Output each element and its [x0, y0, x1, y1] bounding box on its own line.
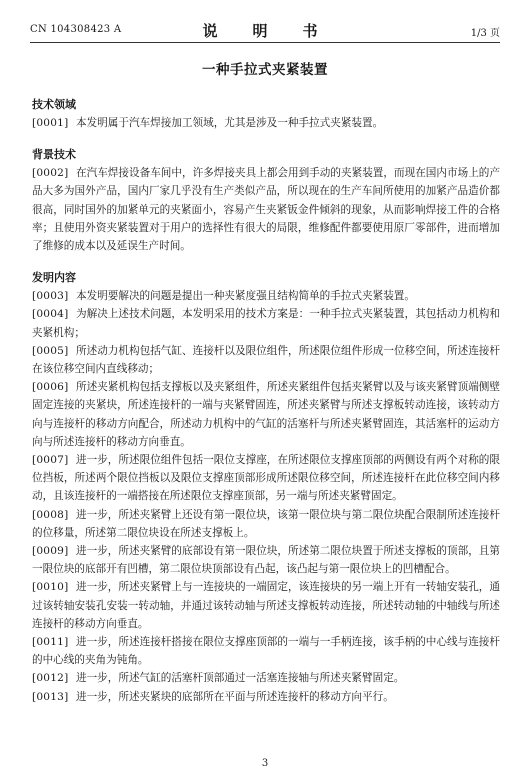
- paragraph-number: [0002]: [32, 167, 69, 180]
- paragraph-number: [0010]: [32, 581, 69, 594]
- paragraph: [32, 305, 500, 341]
- paragraph: [32, 451, 500, 506]
- paragraph: [32, 114, 500, 132]
- paragraph-text: 进一步，所述夹紧块的底部所在平面与所述连接杆的移动方向平行。: [76, 690, 394, 703]
- paragraph-text: 本发明要解决的问题是提出一种夹紧度强且结构简单的手拉式夹紧装置。: [76, 290, 415, 303]
- paragraph-text: 在汽车焊接设备车间中，许多焊接夹具上都会用到手动的夹紧装置，而现在国内市场上的产品大多为国外产品，国内厂家几乎没有生产类似产品，所以现在的生产车间所使用的加紧产品造价都很高，同时国外的加紧单元的夹紧面小，容易产生夹紧钣金件倾斜的现象，从而影响焊接工件的合格率；且使用外资夹紧装置对于用户的选择性有很大的局限，维修配件都要使用原厂零部件，进而增加了维修的成本以及延误生产时间。: [32, 167, 500, 253]
- section-heading: 背景技术: [32, 148, 76, 162]
- paragraph: [32, 669, 500, 687]
- paragraph-text: 所述动力机构包括气缸、连接杆以及限位组件，所述限位组件形成一位移空间，所述连接杆在该位移空间内直线移动；: [32, 344, 500, 376]
- page-header: [30, 20, 500, 40]
- paragraph-number: [0006]: [32, 381, 69, 394]
- paragraph-text: 进一步，所述限位组件包括一限位支撑座，在所述限位支撑座顶部的两侧设有两个对称的限位挡板，所述两个限位挡板以及限位支撑座顶部形成所述限位移空间，所述连接杆在此位移空间内移动，且该连接杆的一端搭接在所述限位支撑座顶部，另一端与所述夹紧臂固定。: [32, 454, 500, 503]
- paragraph-text: 进一步，所述夹紧臂上与一连接块的一端固定，该连接块的另一端上开有一转轴安装孔，通过该转轴安装孔安装一转动轴，并通过该转动轴与所述支撑板转动连接，所述转动轴的中轴线与所述连接杆的移动方向垂直。: [32, 581, 500, 630]
- paragraph: [32, 633, 500, 669]
- paragraph-number: [0001]: [32, 117, 69, 129]
- header-divider: [30, 42, 500, 43]
- paragraph: [32, 688, 500, 706]
- paragraph: [32, 578, 500, 633]
- paragraph-text: 进一步，所述连接杆搭接在限位支撑座顶部的一端与一手柄连接，该手柄的中心线与连接杆的中心线的夹角为钝角。: [32, 636, 500, 667]
- paragraph-number: [0012]: [32, 672, 69, 685]
- paragraph-number: [0007]: [32, 454, 69, 467]
- paragraph-text: 进一步，所述夹紧臂上还设有第一限位块，该第一限位块与第二限位块配合限制所述连接杆的位移量，所述第二限位块设在所述支撑板上。: [32, 508, 500, 539]
- paragraph-number: [0003]: [32, 290, 69, 303]
- paragraph-text: 进一步，所述气缸的活塞杆顶部通过一活塞连接轴与所述夹紧臂固定。: [76, 672, 405, 685]
- page-number: 3: [261, 758, 269, 769]
- document-type: 说 明 书: [202, 22, 328, 40]
- paragraph-number: [0013]: [32, 690, 69, 703]
- paragraph-number: [0004]: [32, 308, 69, 321]
- paragraph: [32, 287, 500, 305]
- paragraph: [32, 542, 500, 578]
- section-heading: 技术领域: [32, 98, 76, 111]
- document-body: [32, 96, 500, 706]
- section-heading: 发明内容: [32, 271, 76, 285]
- paragraph-text: 本发明属于汽车焊接加工领域，尤其是涉及一种手拉式夹紧装置。: [76, 117, 384, 129]
- paragraph-number: [0005]: [32, 344, 69, 357]
- paragraph-number: [0009]: [32, 545, 69, 558]
- paragraph: [32, 378, 500, 451]
- paragraph: [32, 164, 500, 255]
- paragraph-text: 为解决上述技术问题，本发明采用的技术方案是：一种手拉式夹紧装置，其包括动力机构和夹紧机构；: [32, 308, 500, 339]
- paragraph: [32, 342, 500, 378]
- paragraph-text: 所述夹紧机构包括支撑板以及夹紧组件，所述夹紧组件包括夹紧臂以及与该夹紧臂顶端侧壁固定连接的夹紧块，所述连接杆的一端与夹紧臂固连，所述夹紧臂与所述支撑板转动连接，该转动方向与连接杆的移动方向配合，所述动力机构中的气缸的活塞杆与所述夹紧臂固连，其活塞杆的运动方向与所述连接杆的移动方向垂直。: [32, 381, 500, 448]
- paragraph-number: [0011]: [32, 636, 69, 649]
- paragraph: [32, 506, 500, 542]
- document-number: CN 104308423 A: [30, 24, 122, 35]
- paragraph-number: [0008]: [32, 508, 69, 521]
- paragraph-text: 进一步，所述夹紧臂的底部设有第一限位块，所述第二限位块置于所述支撑板的顶部，且第一限位块的底部开有凹槽，第二限位块顶部设有凸起，该凸起与第一限位块上的凹槽配合。: [32, 545, 500, 576]
- page-count: 1/3 页: [470, 28, 500, 39]
- page-title: 一种手拉式夹紧装置: [202, 62, 328, 78]
